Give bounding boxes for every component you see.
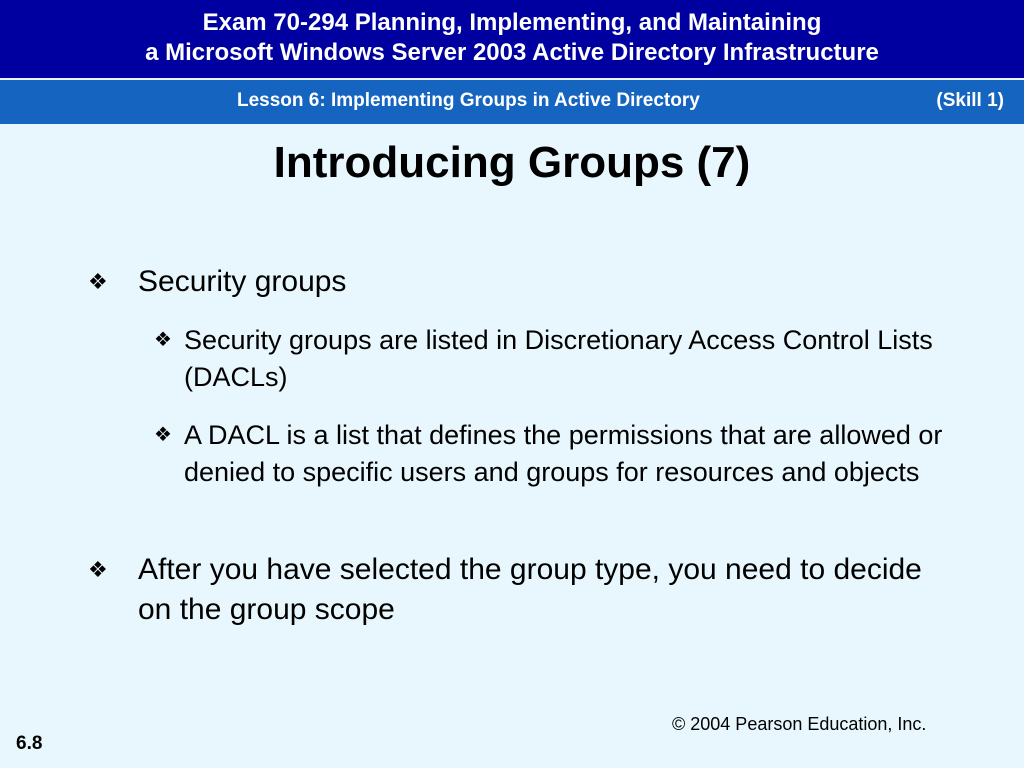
lesson-bar — [0, 80, 1024, 124]
skill-label: (Skill 1) — [936, 90, 1004, 111]
bullet-text: Security groups — [138, 265, 347, 298]
copyright-notice: © 2004 Pearson Education, Inc. — [672, 714, 927, 734]
course-title-line-1: Exam 70-294 Planning, Implementing, and Maintaining — [202, 9, 822, 36]
page-number: 6.8 — [16, 733, 43, 754]
subbullet-text: Security groups are listed in Discretionary Access Control Lists (DACLs) — [184, 325, 933, 392]
course-header — [0, 0, 1024, 78]
diamond-bullet-icon: ❖ — [88, 269, 108, 294]
subbullet-text: A DACL is a list that defines the permissions that are allowed or denied to specific users and groups for resources and objects — [184, 420, 943, 487]
lesson-title: Lesson 6: Implementing Groups in Active Directory — [237, 90, 700, 111]
bullet-text: After you have selected the group type, you need to decide on the group scope — [138, 553, 922, 626]
diamond-bullet-icon: ❖ — [88, 557, 108, 582]
diamond-bullet-icon: ❖ — [154, 424, 172, 446]
diamond-bullet-icon: ❖ — [154, 329, 172, 351]
slide-title: Introducing Groups (7) — [273, 138, 751, 187]
course-title-line-2: a Microsoft Windows Server 2003 Active Directory Infrastructure — [145, 39, 879, 66]
